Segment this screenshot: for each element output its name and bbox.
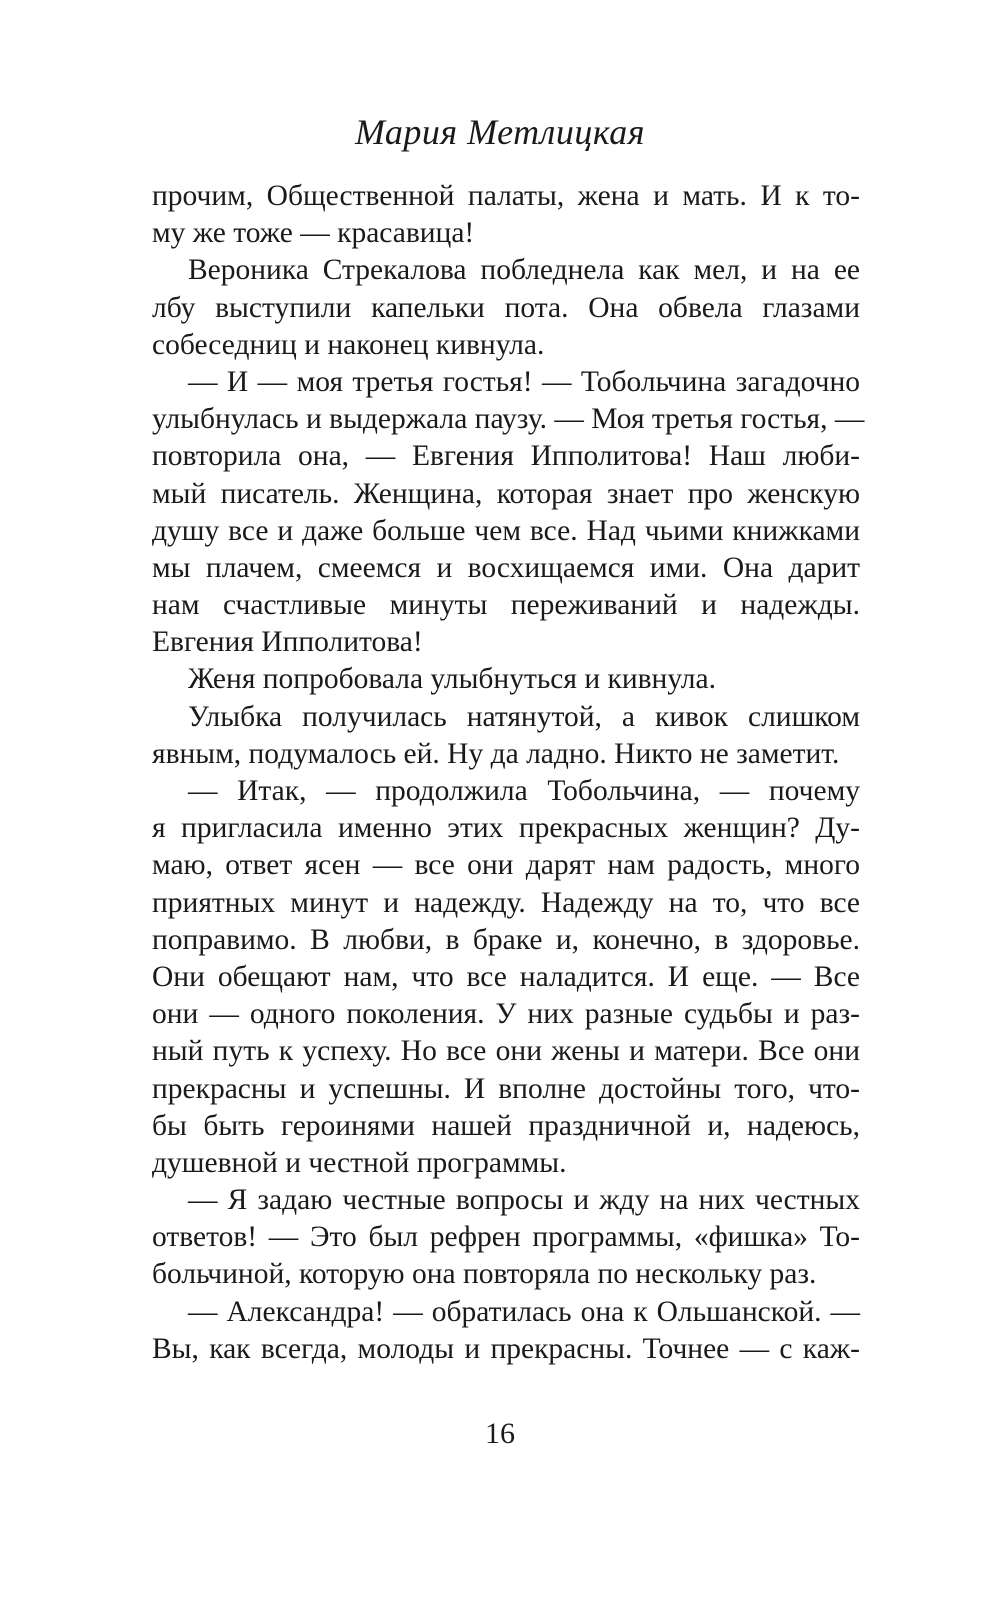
text-line: Они обещают нам, что все наладится. И еще. — Все — [152, 960, 860, 993]
text-line: бы быть героинями нашей праздничной и, надеюсь, — [152, 1109, 860, 1142]
text-line: — Я задаю честные вопросы и жду на них честных — [188, 1184, 860, 1217]
text-line: Вы, как всегда, молоды и прекрасны. Точнее — с каж- — [152, 1332, 860, 1365]
text-line: прекрасны и успешны. И вполне достойны того, что- — [152, 1072, 860, 1105]
page-number: 16 — [485, 1417, 515, 1450]
text-line: — Итак, — продолжила Тобольчина, — почему — [188, 775, 860, 807]
text-line: — И — моя третья гостья! — Тобольчина загадочно — [188, 365, 860, 398]
text-line: улыбнулась и выдержала паузу. — Моя третья гостья, — — [152, 403, 865, 436]
text-line: — Александра! — обратилась она к Ольшанской. — — [188, 1295, 860, 1328]
text-line: ответов! — Это был рефрен программы, «фишка» То- — [152, 1221, 860, 1254]
text-line: прочим, Общественной палаты, жена и мать. И к то- — [152, 180, 860, 212]
text-line: ный путь к успеху. Но все они жены и матери. Все они — [152, 1035, 860, 1068]
text-line: нам счастливые минуты переживаний и надежды. — [152, 589, 860, 622]
text-line: маю, ответ ясен — все они дарят нам радость, много — [152, 849, 860, 882]
text-line: повторила она, — Евгения Ипполитова! Наш люби- — [152, 440, 860, 473]
text-line: душу все и даже больше чем все. Над чьими книжками — [152, 514, 860, 547]
text-line: Женя попробовала улыбнуться и кивнула. — [188, 663, 716, 696]
text-line: душевной и честной программы. — [152, 1146, 567, 1179]
text-line: Евгения Ипполитова! — [152, 626, 423, 659]
text-line: мы плачем, смеемся и восхищаемся ими. Она дарит — [152, 551, 860, 584]
text-line: Улыбка получилась натянутой, а кивок слишком — [188, 700, 860, 733]
text-line: Вероника Стрекалова побледнела как мел, и на ее — [188, 254, 860, 287]
text-line: мый писатель. Женщина, которая знает про женскую — [152, 477, 860, 510]
body-text — [152, 178, 865, 1368]
text-line: поправимо. В любви, в браке и, конечно, в здоровье. — [152, 923, 860, 956]
text-line: собеседниц и наконец кивнула. — [152, 328, 545, 361]
text-line: больчиной, которую она повторяла по нескольку раз. — [152, 1258, 817, 1291]
text-line: приятных минут и надежду. Надежду на то, что все — [152, 886, 860, 919]
text-line: явным, подумалось ей. Ну да ладно. Никто не заметит. — [152, 737, 840, 770]
text-line: му же тоже — красавица! — [152, 217, 475, 250]
text-line: я пригласила именно этих прекрасных женщин? Ду- — [152, 812, 860, 845]
running-head-title: Мария Метлицкая — [354, 112, 646, 152]
text-line: они — одного поколения. У них разные судьбы и раз- — [152, 998, 860, 1031]
text-line: лбу выступили капельки пота. Она обвела глазами — [152, 291, 860, 324]
